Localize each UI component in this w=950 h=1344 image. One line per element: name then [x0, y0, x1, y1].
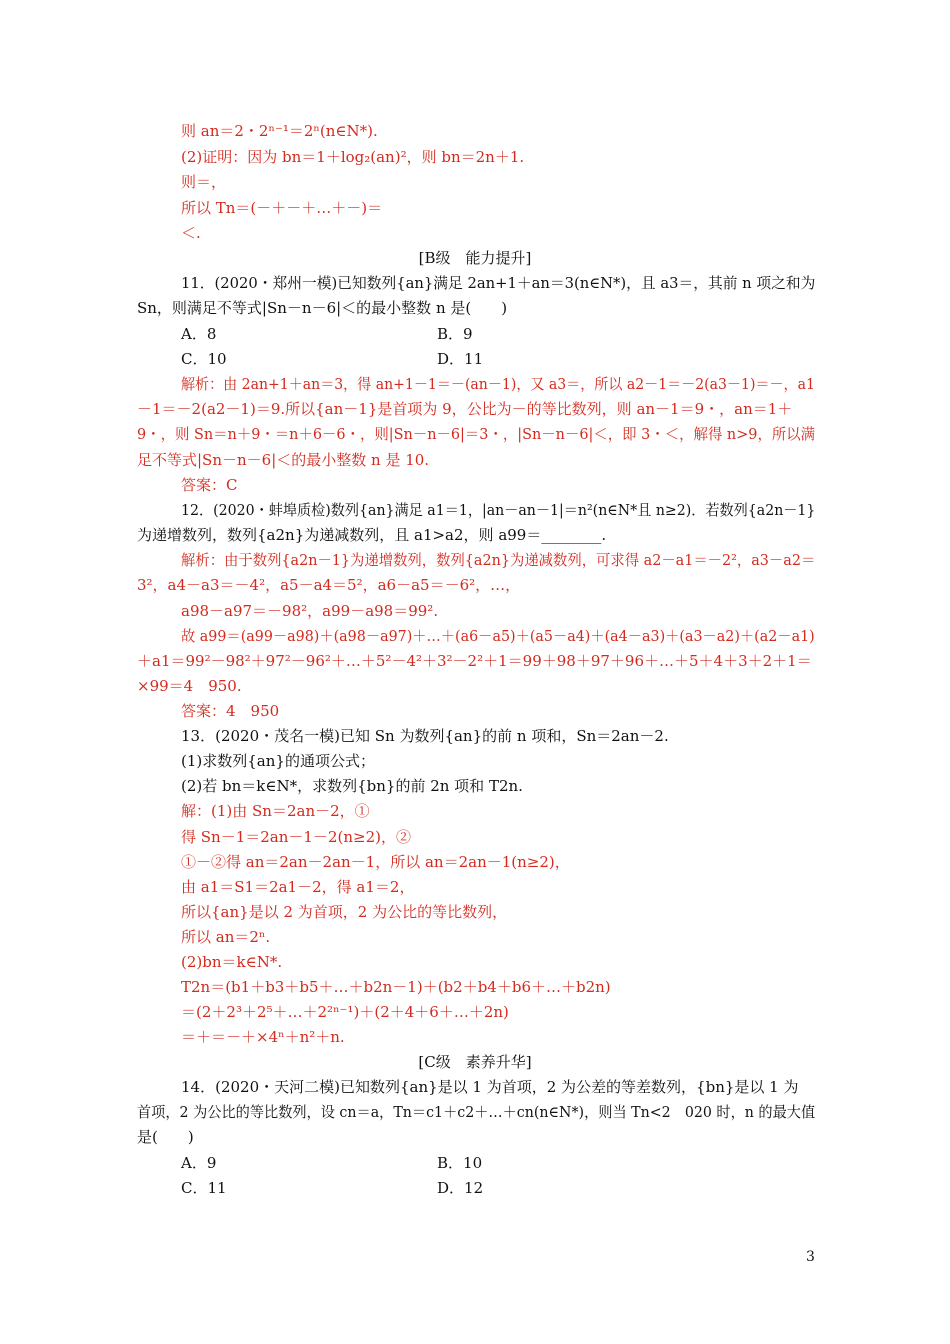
text-line: C．11 [181, 1179, 227, 1197]
text-line: 解析：由于数列{a2n－1}为递增数列，数列{a2n}为递减数列，可求得 a2－a1＝－2²，a3－a2＝ [181, 551, 816, 569]
text-line: a98－a97＝－98²，a99－a98＝99². [181, 602, 439, 620]
text-line: 3²，a4－a3＝－4²，a5－a4＝5²，a6－a5＝－6²，…， [137, 576, 521, 594]
text-line: T2n＝(b1＋b3＋b5＋…＋b2n－1)＋(b2＋b4＋b6＋…＋b2n) [181, 978, 611, 996]
text-line: Sn，则满足不等式|Sn－n－6|＜的最小整数 n 是( ) [137, 299, 508, 317]
text-line: C．10 [181, 350, 227, 368]
page-number: 3 [806, 1249, 815, 1265]
text-line: A．8 [181, 325, 217, 343]
text-line: 所以 Tn＝(－＋－＋…＋－)＝ [181, 199, 383, 217]
text-line: 首项，2 为公比的等比数列，设 cn＝a，Tn＝c1＋c2＋…＋cn(n∈N*)，则当 Tn<2 020 时，n 的最大值 [137, 1103, 816, 1121]
text-line: ①－②得 an＝2an－2an－1，所以 an＝2an－1(n≥2)， [181, 853, 570, 871]
text-line: (2)若 bn＝k∈N*，求数列{bn}的前 2n 项和 T2n. [181, 777, 523, 795]
text-line: 答案：C [181, 476, 238, 494]
section-heading: [C级 素养升华] [418, 1053, 532, 1071]
text-line: 由 a1＝S1＝2a1－2，得 a1＝2， [181, 878, 415, 896]
text-line: ＝＋＝－＋×4ⁿ＋n²＋n. [181, 1028, 345, 1046]
text-line: 所以 an＝2ⁿ. [181, 928, 271, 946]
text-line: 答案：4 950 [181, 702, 280, 720]
text-line: ＜. [181, 224, 201, 242]
text-line: (2)bn＝k∈N*. [181, 953, 283, 971]
text-line: 得 Sn－1＝2an－1－2(n≥2)，② [181, 828, 411, 846]
text-line: B．9 [437, 325, 473, 343]
text-line: ×99＝4 950. [137, 677, 242, 695]
text-line: 解析：由 2an+1＋an＝3，得 an+1－1＝－(an－1)，又 a3＝，所以 a2－1＝－2(a3－1)＝－，a1 [181, 375, 815, 393]
text-line: 则 an＝2・2ⁿ⁻¹＝2ⁿ(n∈N*). [181, 122, 378, 140]
text-line: 故 a99＝(a99－a98)＋(a98－a97)＋…＋(a6－a5)＋(a5－a4)＋(a4－a3)＋(a3－a2)＋(a2－a1) [181, 627, 815, 645]
text-line: 则＝， [181, 173, 227, 191]
text-line: D．12 [437, 1179, 484, 1197]
text-line: B．10 [437, 1154, 483, 1172]
text-line: 为递增数列，数列{a2n}为递减数列，且 a1>a2，则 a99＝________. [137, 526, 607, 544]
text-line: ＝(2＋2³＋2⁵＋…＋2²ⁿ⁻¹)＋(2＋4＋6＋…＋2n) [181, 1003, 509, 1021]
text-line: 是( ) [137, 1128, 194, 1146]
text-line: 12．(2020・蚌埠质检)数列{an}满足 a1＝1，|an－an－1|＝n²(n∈N*且 n≥2)．若数列{a2n－1} [181, 501, 816, 519]
text-line: (2)证明：因为 bn＝1＋log₂(an)²，则 bn＝2n＋1. [181, 148, 525, 166]
text-line: 14．(2020・天河二模)已知数列{an}是以 1 为首项，2 为公差的等差数列，{bn}是以 1 为 [181, 1078, 799, 1096]
text-line: D．11 [437, 350, 484, 368]
text-line: 所以{an}是以 2 为首项，2 为公比的等比数列， [181, 903, 508, 921]
text-line: 13．(2020・茂名一模)已知 Sn 为数列{an}的前 n 项和，Sn＝2an－2. [181, 727, 669, 745]
text-line: －1＝－2(a2－1)＝9.所以{an－1}是首项为 9，公比为－的等比数列，则 an－1＝9・，an＝1＋ [137, 400, 793, 418]
text-line: 足不等式|Sn－n－6|＜的最小整数 n 是 10. [137, 451, 430, 469]
text-line: 9・，则 Sn＝n＋9・＝n＋6－6・，则|Sn－n－6|＝3・，|Sn－n－6|＜，即 3・＜，解得 n>9，所以满 [137, 425, 816, 443]
text-line: 11．(2020・郑州一模)已知数列{an}满足 2an+1＋an＝3(n∈N*)，且 a3＝，其前 n 项之和为 [181, 274, 816, 292]
text-line: A．9 [181, 1154, 217, 1172]
section-heading: [B级 能力提升] [418, 249, 532, 267]
text-line: ＋a1＝99²－98²＋97²－96²＋…＋5²－4²＋3²－2²＋1＝99＋98＋97＋96＋…＋5＋4＋3＋2＋1＝ [137, 652, 812, 670]
text-line: (1)求数列{an}的通项公式； [181, 752, 375, 770]
text-line: 解：(1)由 Sn＝2an－2，① [181, 802, 370, 820]
